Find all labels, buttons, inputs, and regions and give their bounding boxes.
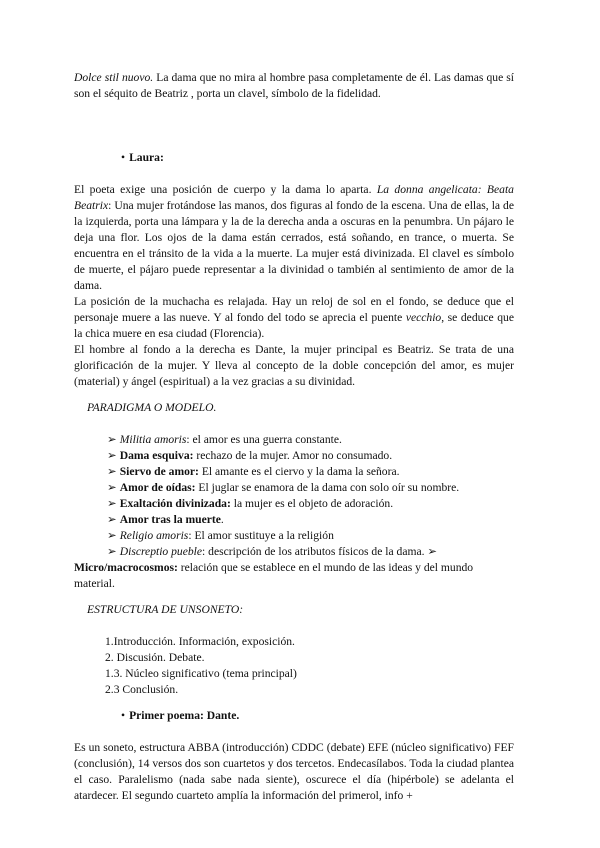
paradigma-list [74, 432, 514, 560]
bullet-icon: • [121, 151, 126, 164]
arrow-icon: ➢ [107, 481, 117, 494]
micro-macrocosmos-line: Micro/macrocosmos: relación que se establece en el mundo de las ideas y del mundo material. [74, 561, 474, 590]
list-item: ➢ Militia amoris: el amor es una guerra constante. [107, 433, 342, 446]
list-item: ➢ Amor tras la muerte. [107, 513, 224, 526]
intro-text: La dama que no mira al hombre pasa completamente de él. Las damas que sí son el séquito de Beatriz , porta un clavel, símbolo de la fidelidad. [74, 71, 514, 100]
list-item: 2. Discusión. Debate. [105, 651, 205, 664]
laura-paragraph-3: El hombre al fondo a la derecha es Dante, la mujer principal es Beatriz. Se trata de una glorificación de la mujer. Y lleva al concepto de la doble concepción del amor, es mujer (material) y ángel (espiritual) a la vez gracias a su divinidad. [74, 343, 514, 388]
arrow-icon: ➢ [107, 529, 117, 542]
primer-poema-heading: • Primer poema: Dante. [121, 709, 240, 722]
list-item: 1.Introducción. Información, exposición. [105, 635, 295, 648]
list-item: ➢ Siervo de amor: El amante es el ciervo y la dama la señora. [107, 465, 400, 478]
arrow-icon: ➢ [107, 465, 117, 478]
arrow-icon: ➢ [107, 449, 117, 462]
list-item: ➢ Exaltación divinizada: la mujer es el objeto de adoración. [107, 497, 394, 510]
laura-paragraph-2: La posición de la muchacha es relajada. Hay un reloj de sol en el fondo, se deduce que el personaje muere a las nueve. Y al fondo del todo se aprecia el puente vecchio, se deduce que la chica muere en esa ciudad (Florencia). [74, 295, 514, 340]
list-item: ➢ Amor de oídas: El juglar se enamora de la dama con solo oír su nombre. [107, 481, 460, 494]
arrow-icon: ➢ [107, 545, 117, 558]
laura-paragraph-1: El poeta exige una posición de cuerpo y la dama lo aparta. La donna angelicata: Beata Beatrix: Una mujer frotándose las manos, dos figuras al fondo de la escena. Una de ellas, la de la izquierda, porta una lámpara y la de la derecha anda a oscuras en la penumbra. Un pájaro le deja una flor. Los ojos de la dama están cerrados, está soñando, en trance, o muerta. Se encuentra en el tránsito de la vida a la muerte. La mujer está divinizada. El clavel es símbolo de muerte, el pájaro puede representar a la divinidad o también al sentimiento de amor de la dama. [74, 183, 514, 292]
laura-heading: • Laura: [121, 151, 164, 164]
arrow-icon: ➢ [107, 433, 117, 446]
arrow-icon: ➢ [107, 497, 117, 510]
estructura-title: ESTRUCTURA DE UNSONETO: [87, 603, 244, 616]
intro-paragraph [74, 70, 514, 102]
document-page [74, 70, 514, 804]
laura-artwork-title: La donna angelicata: Beata Beatrix [74, 183, 514, 212]
list-item: ➢ Discreptio pueble: descripción de los atributos físicos de la dama. ➢ [107, 545, 438, 558]
intro-lead: Dolce stil nuovo. [74, 71, 154, 84]
paradigma-title: PARADIGMA O MODELO. [87, 401, 217, 414]
arrow-icon: ➢ [107, 513, 117, 526]
list-item: 2.3 Conclusión. [105, 683, 179, 696]
list-item: ➢ Dama esquiva: rechazo de la mujer. Amor no consumado. [107, 449, 393, 462]
estructura-list [74, 634, 514, 698]
list-item: ➢ Religio amoris: El amor sustituye a la religión [107, 529, 334, 542]
primer-poema-paragraph: Es un soneto, estructura ABBA (introducción) CDDC (debate) EFE (núcleo significativo) FEF (conclusión), 14 versos dos son cuartetos y dos tercetos. Endecasílabos. Toda la ciudad plantea el caso. Paralelismo (nada sabe nada siente), oscurece el día (hipérbole) se adelanta el atardecer. El segundo cuarteto amplía la información del primerol, info + [74, 741, 514, 802]
bullet-icon: • [121, 709, 126, 722]
list-item: 1.3. Núcleo significativo (tema principal) [105, 667, 297, 680]
